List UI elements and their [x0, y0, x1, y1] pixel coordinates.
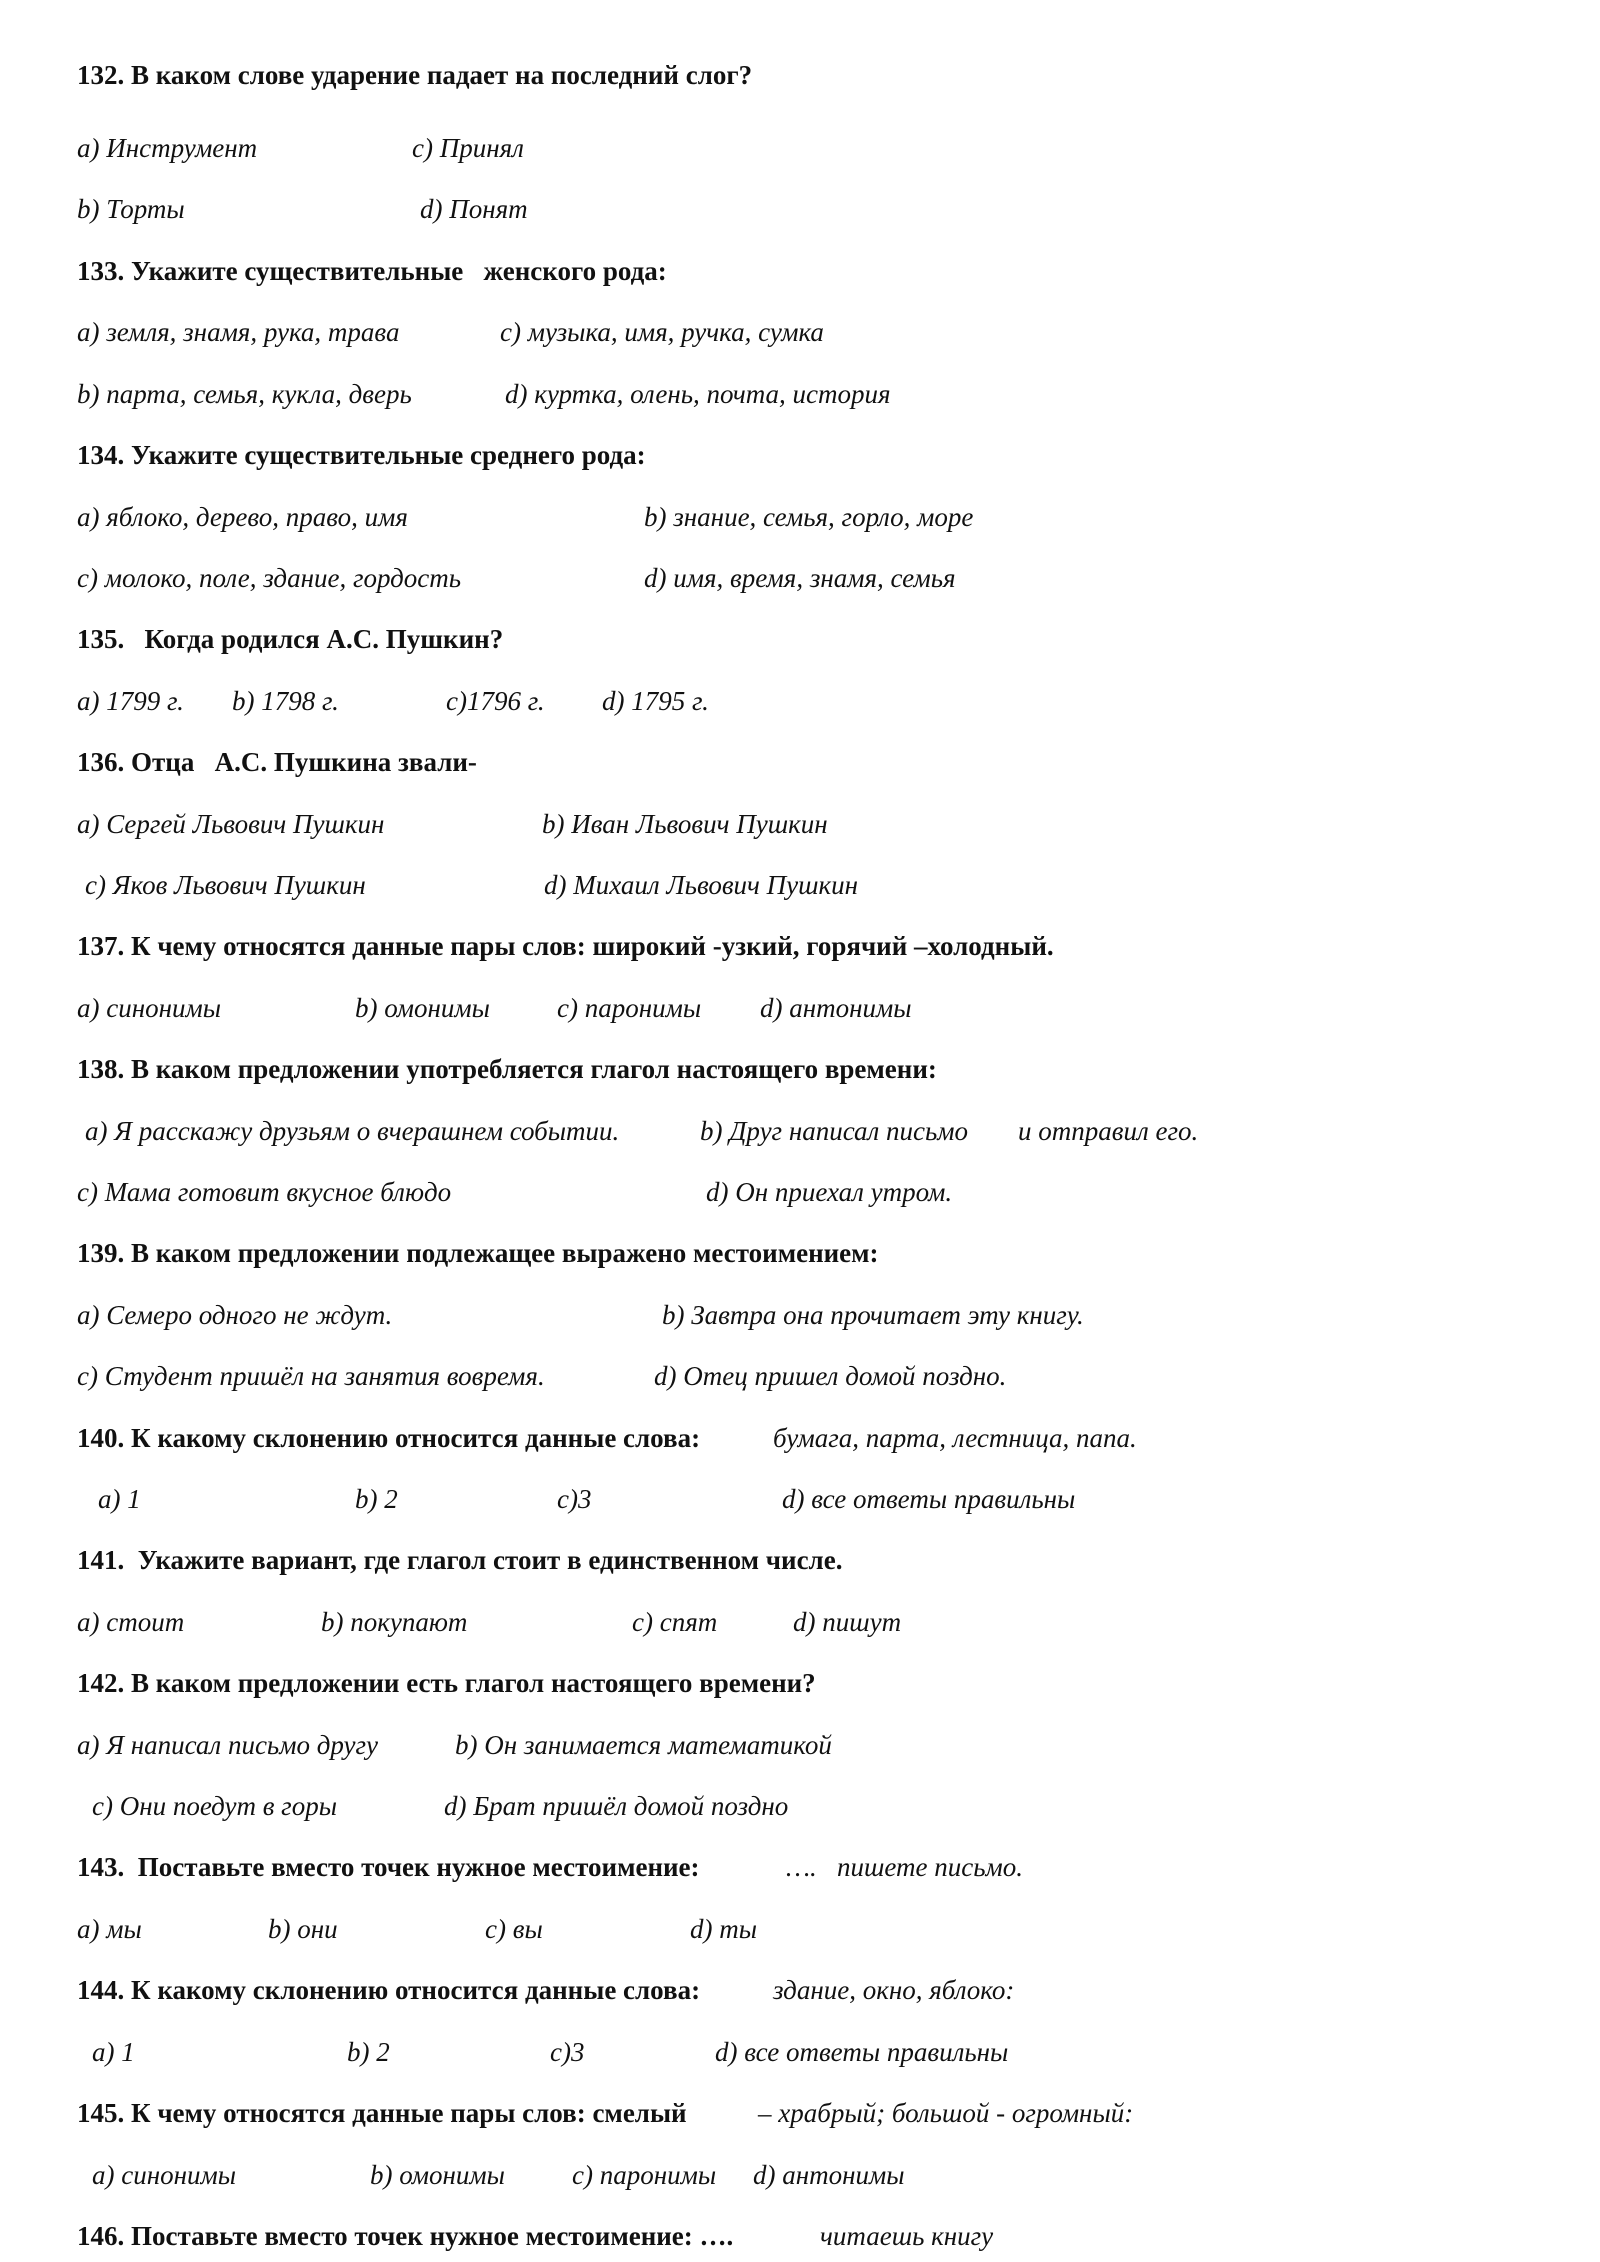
question-title: 136. Отца А.С. Пушкина звали-: [77, 747, 477, 777]
question-words: читаешь книгу: [820, 2221, 994, 2251]
question-title: 134. Укажите существительные среднего рода:: [77, 440, 646, 470]
answer-option: a) 1799 г.: [77, 686, 184, 716]
answer-option: d) имя, время, знамя, семья: [644, 563, 956, 593]
answer-option: a) Сергей Львович Пушкин: [77, 809, 385, 839]
answer-option: a) синонимы: [77, 993, 222, 1023]
question-title: 135. Когда родился А.С. Пушкин?: [77, 624, 504, 654]
answer-option: a) Я написал письмо другу: [77, 1730, 378, 1760]
answer-option: b) знание, семья, горло, море: [644, 502, 974, 532]
answer-option: d) антонимы: [753, 2160, 905, 2190]
question-words: …. пишете письмо.: [786, 1852, 1024, 1882]
answer-option: b) Друг написал письмо: [700, 1116, 969, 1146]
question-title: 146. Поставьте вместо точек нужное местоимение: ….: [77, 2221, 734, 2251]
answer-option: b) 2: [347, 2037, 390, 2067]
answer-option: d) антонимы: [760, 993, 912, 1023]
answer-option: b) 2: [355, 1484, 398, 1514]
answer-option: c) Студент пришёл на занятия вовремя.: [77, 1361, 545, 1391]
question-title: 141. Укажите вариант, где глагол стоит в единственном числе.: [77, 1545, 843, 1575]
question-title: 143. Поставьте вместо точек нужное местоимение:: [77, 1852, 700, 1882]
question-title: 142. В каком предложении есть глагол настоящего времени?: [77, 1668, 816, 1698]
answer-option: b) 1798 г.: [232, 686, 339, 716]
answer-option: d) Михаил Львович Пушкин: [544, 870, 859, 900]
answer-option: b) Иван Львович Пушкин: [542, 809, 828, 839]
answer-option: d) ты: [690, 1914, 758, 1944]
question-title: 132. В каком слове ударение падает на последний слог?: [77, 60, 753, 90]
answer-option: d) Понят: [420, 194, 528, 224]
answer-option: b) Он занимается математикой: [455, 1730, 832, 1760]
answer-option: d) Он приехал утром.: [706, 1177, 953, 1207]
answer-option: c) Принял: [412, 133, 524, 163]
answer-option: a) стоит: [77, 1607, 185, 1637]
answer-option: c) молоко, поле, здание, гордость: [77, 563, 462, 593]
answer-option: c) музыка, имя, ручка, сумка: [500, 317, 824, 347]
question-title: 137. К чему относятся данные пары слов: широкий -узкий, горячий –холодный.: [77, 931, 1054, 961]
answer-option: b) парта, семья, кукла, дверь: [77, 379, 412, 409]
answer-option: a) Инструмент: [77, 133, 258, 163]
question-title: 144. К какому склонению относится данные слова:: [77, 1975, 701, 2005]
answer-option: d) пишут: [793, 1607, 902, 1637]
answer-option: a) Я расскажу друзьям о вчерашнем событии.: [85, 1116, 620, 1146]
answer-option: b) Торты: [77, 194, 185, 224]
question-title: 140. К какому склонению относится данные слова:: [77, 1423, 701, 1453]
answer-option: c) Они поедут в горы: [92, 1791, 338, 1821]
answer-option: d) Брат пришёл домой поздно: [444, 1791, 789, 1821]
answer-option: c)1796 г.: [446, 686, 545, 716]
answer-option: b) омонимы: [355, 993, 490, 1023]
answer-option: c) Яков Львович Пушкин: [85, 870, 366, 900]
question-title: 138. В каком предложении употребляется глагол настоящего времени:: [77, 1054, 937, 1084]
answer-option: a) яблоко, дерево, право, имя: [77, 502, 408, 532]
answer-option: a) Семеро одного не ждут.: [77, 1300, 393, 1330]
answer-option: c) Мама готовит вкусное блюдо: [77, 1177, 452, 1207]
question-title: 133. Укажите существительные женского рода:: [77, 256, 667, 286]
answer-option: c) паронимы: [572, 2160, 717, 2190]
answer-option: c) паронимы: [557, 993, 702, 1023]
question-title: 145. К чему относятся данные пары слов: смелый: [77, 2098, 687, 2128]
answer-option: c)3: [550, 2037, 585, 2067]
answer-option: a) мы: [77, 1914, 142, 1944]
answer-option: d) куртка, олень, почта, история: [505, 379, 891, 409]
answer-option: c)3: [557, 1484, 592, 1514]
answer-option: и отправил его.: [1018, 1116, 1199, 1146]
answer-option: d) Отец пришел домой поздно.: [654, 1361, 1007, 1391]
answer-option: d) все ответы правильны: [782, 1484, 1076, 1514]
answer-option: a) земля, знамя, рука, трава: [77, 317, 400, 347]
answer-option: c) вы: [485, 1914, 543, 1944]
answer-option: d) 1795 г.: [602, 686, 709, 716]
question-words: здание, окно, яблоко:: [773, 1975, 1015, 2005]
question-words: бумага, парта, лестница, папа.: [773, 1423, 1137, 1453]
question-title: 139. В каком предложении подлежащее выражено местоимением:: [77, 1238, 879, 1268]
answer-option: c) спят: [632, 1607, 718, 1637]
answer-option: a) 1: [92, 2037, 135, 2067]
answer-option: b) омонимы: [370, 2160, 505, 2190]
answer-option: d) все ответы правильны: [715, 2037, 1009, 2067]
answer-option: b) покупают: [321, 1607, 468, 1637]
answer-option: a) синонимы: [92, 2160, 237, 2190]
question-words: – храбрый; большой - огромный:: [758, 2098, 1134, 2128]
answer-option: b) они: [268, 1914, 338, 1944]
answer-option: b) Завтра она прочитает эту книгу.: [662, 1300, 1084, 1330]
answer-option: a) 1: [98, 1484, 141, 1514]
